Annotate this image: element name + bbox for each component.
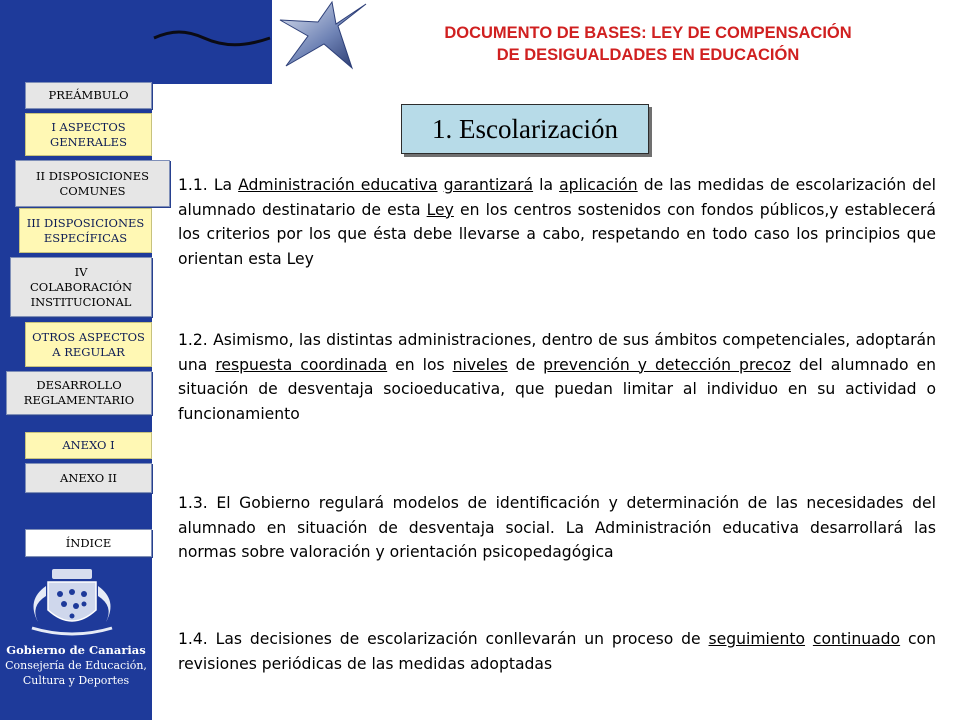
section-title <box>401 104 649 154</box>
nav-disposiciones-especificas-label-2: ESPECÍFICAS <box>43 230 128 245</box>
text-run: 1.1. La <box>178 176 239 194</box>
canarias-coat-of-arms-icon <box>18 566 126 638</box>
text-run: del alumnado en situación de desventaja socioeducativa, que puedan limitar al individuo en su actividad o funcionamiento <box>178 355 937 423</box>
nav-aspectos-generales-label-2: GENERALES <box>50 134 127 149</box>
paragraph-1-4 <box>178 627 936 676</box>
header-banner <box>152 0 272 84</box>
text-run <box>805 630 813 648</box>
nav-colaboracion-label-1: IV <box>74 264 88 279</box>
text-run: en los <box>387 355 453 374</box>
nav-aspectos-generales-button[interactable] <box>25 113 152 156</box>
nav-anexo-1-label: ANEXO I <box>62 438 115 452</box>
paragraph-1-1 <box>178 173 936 271</box>
text-run: con revisiones periódicas de las medidas adoptadas <box>178 630 936 673</box>
nav-disposiciones-especificas-label-1: III DISPOSICIONES <box>26 215 145 230</box>
nav-otros-aspectos-button[interactable] <box>25 322 152 367</box>
wave-logo-icon <box>152 0 272 84</box>
document-title-line2: DE DESIGUALDADES EN EDUCACIÓN <box>496 46 800 64</box>
underlined-term: respuesta coordinada <box>215 355 388 374</box>
nav-preambulo-label: PREÁMBULO <box>48 88 129 102</box>
text-run: 1.3. El Gobierno regulará modelos de identificación y determinación de las necesidades del alumnado en situación de desventaja social. La Administración educativa desarrollará las normas sobre valoración y orientación psicopedagógica <box>178 494 936 561</box>
government-logo-text <box>4 642 148 688</box>
underlined-term: seguimiento <box>708 630 806 648</box>
underlined-term: prevención y detección precoz <box>543 355 791 374</box>
paragraph-1-3 <box>178 491 936 565</box>
nav-aspectos-generales-label-1: I ASPECTOS <box>51 119 126 134</box>
document-title <box>372 22 924 66</box>
nav-colaboracion-institucional-button[interactable] <box>10 257 152 317</box>
government-name: Gobierno de Canarias <box>6 643 146 657</box>
text-run: en los centros sostenidos con fondos públicos,y establecerá los criterios por los que ésta debe llevarse a cabo, respetando en todo caso los principios que orientan esta Ley <box>178 200 936 268</box>
nav-otros-aspectos-label-1: OTROS ASPECTOS <box>32 329 145 344</box>
text-run: la <box>533 176 560 194</box>
ministry-line-2: Cultura y Deportes <box>22 674 130 687</box>
nav-preambulo-button[interactable] <box>25 82 152 109</box>
nav-indice-label: ÍNDICE <box>65 535 112 550</box>
document-title-line1: DOCUMENTO DE BASES: LEY DE COMPENSACIÓN <box>444 24 852 42</box>
underlined-term: niveles <box>452 355 508 374</box>
nav-disposiciones-comunes-label-1: II DISPOSICIONES <box>35 168 150 183</box>
nav-desarrollo-label-1: DESARROLLO <box>36 378 122 392</box>
nav-anexo-1-button[interactable] <box>25 432 152 459</box>
underlined-term: aplicación <box>559 176 638 194</box>
text-run: 1.4. Las decisiones de escolarización conllevarán un proceso de <box>178 630 709 648</box>
nav-disposiciones-especificas-button[interactable] <box>19 208 152 253</box>
nav-anexo-2-label: ANEXO II <box>60 470 117 485</box>
underlined-term: continuado <box>812 630 901 648</box>
nav-colaboracion-label-2: COLABORACIÓN <box>29 279 133 294</box>
text-run: de las medidas de escolarización del alumnado destinatario de esta <box>178 176 936 219</box>
underlined-term: Ley <box>426 200 454 219</box>
section-title-text: 1. Escolarización <box>432 113 618 144</box>
nav-disposiciones-comunes-label-2: COMUNES <box>59 183 126 198</box>
nav-indice-button[interactable] <box>25 529 152 557</box>
nav-desarrollo-label-2: REGLAMENTARIO <box>23 393 135 407</box>
nav-disposiciones-comunes-button[interactable] <box>15 160 170 207</box>
paragraph-1-2 <box>178 328 936 426</box>
underlined-term: garantizará <box>443 176 534 194</box>
star-logo-icon <box>272 0 372 84</box>
text-run: 1.2. Asimismo, las distintas administraciones, dentro de sus ámbitos competenciales, adoptarán una <box>178 331 936 374</box>
nav-colaboracion-label-3: INSTITUCIONAL <box>30 294 132 309</box>
ministry-line-1: Consejería de Educación, <box>5 659 147 672</box>
nav-desarrollo-reglamentario-button[interactable] <box>6 371 152 415</box>
nav-otros-aspectos-label-2: A REGULAR <box>52 344 125 359</box>
nav-anexo-2-button[interactable] <box>25 463 152 493</box>
text-run: de <box>507 355 544 374</box>
underlined-term: Administración educativa <box>238 176 438 194</box>
